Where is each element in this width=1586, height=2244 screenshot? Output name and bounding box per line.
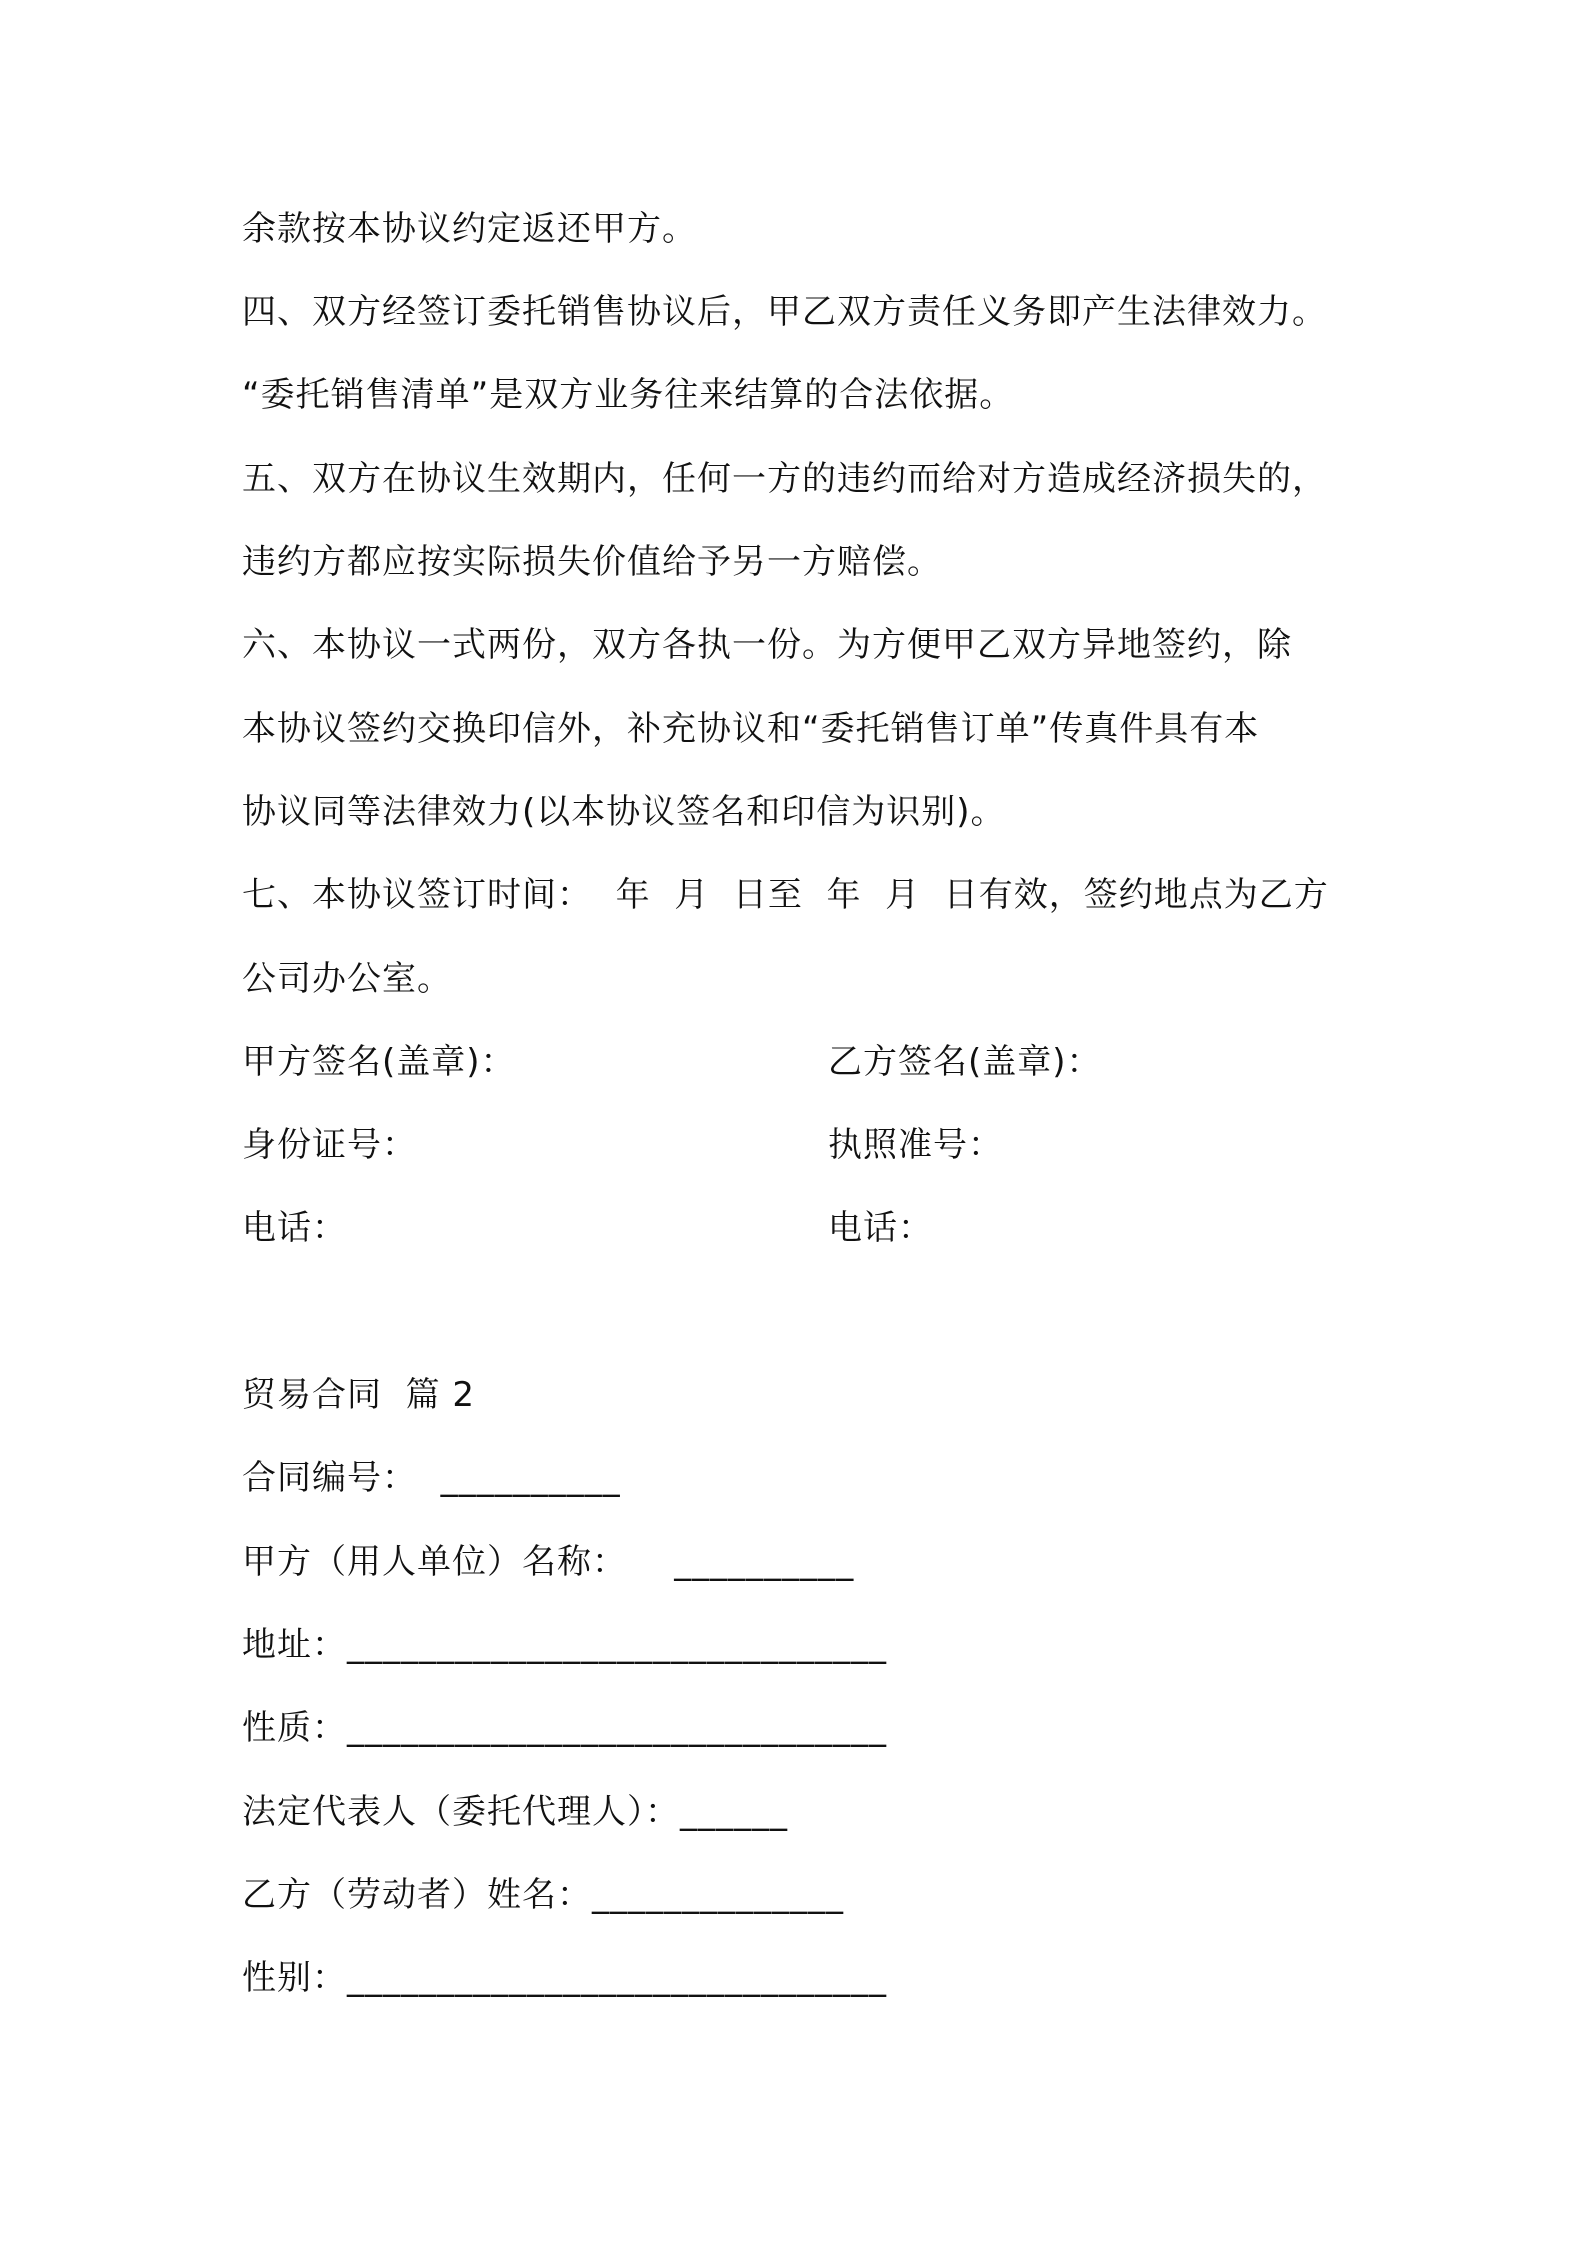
address-field: 地址：______________________________ [242,1625,887,1665]
clause-six-line-2: 本协议签约交换印信外，补充协议和“委托销售订单”传真件具有本 [242,709,1260,749]
party-b-signature-label: 乙方签名(盖章)： [828,1042,1102,1082]
clause-six-line-1: 六、本协议一式两份，双方各执一份。为方便甲乙双方异地签约，除 [242,625,1292,665]
paragraph-line: 余款按本协议约定返还甲方。 [242,209,697,249]
contract-number-field: 合同编号： __________ [242,1458,621,1498]
party-a-phone-label: 电话： [242,1208,347,1248]
clause-five-line-2: 违约方都应按实际损失价值给予另一方赔偿。 [242,542,942,582]
party-b-license-label: 执照准号： [828,1125,1003,1165]
clause-four-line-1: 四、双方经签订委托销售协议后，甲乙双方责任义务即产生法律效力。 [242,292,1327,332]
party-a-signature-label: 甲方签名(盖章)： [242,1042,516,1082]
employer-name-field: 甲方（用人单位）名称： __________ [242,1542,855,1582]
party-a-id-label: 身份证号： [242,1125,417,1165]
clause-four-line-2: “委托销售清单”是双方业务往来结算的合法依据。 [242,375,1015,415]
legal-representative-field: 法定代表人（委托代理人）：______ [242,1792,788,1832]
employee-name-field: 乙方（劳动者）姓名：______________ [242,1875,844,1915]
clause-seven-line-2: 公司办公室。 [242,959,452,999]
nature-field: 性质：______________________________ [242,1708,887,1748]
gender-field: 性别：______________________________ [242,1958,887,1998]
clause-seven-line-1: 七、本协议签订时间： 年 月 日至 年 月 日有效，签约地点为乙方 [242,875,1329,915]
clause-five-line-1: 五、双方在协议生效期内，任何一方的违约而给对方造成经济损失的， [242,459,1327,499]
contract-2-heading: 贸易合同 篇 2 [242,1375,476,1415]
clause-six-line-3: 协议同等法律效力(以本协议签名和印信为识别)。 [242,792,1006,832]
party-b-phone-label: 电话： [828,1208,933,1248]
